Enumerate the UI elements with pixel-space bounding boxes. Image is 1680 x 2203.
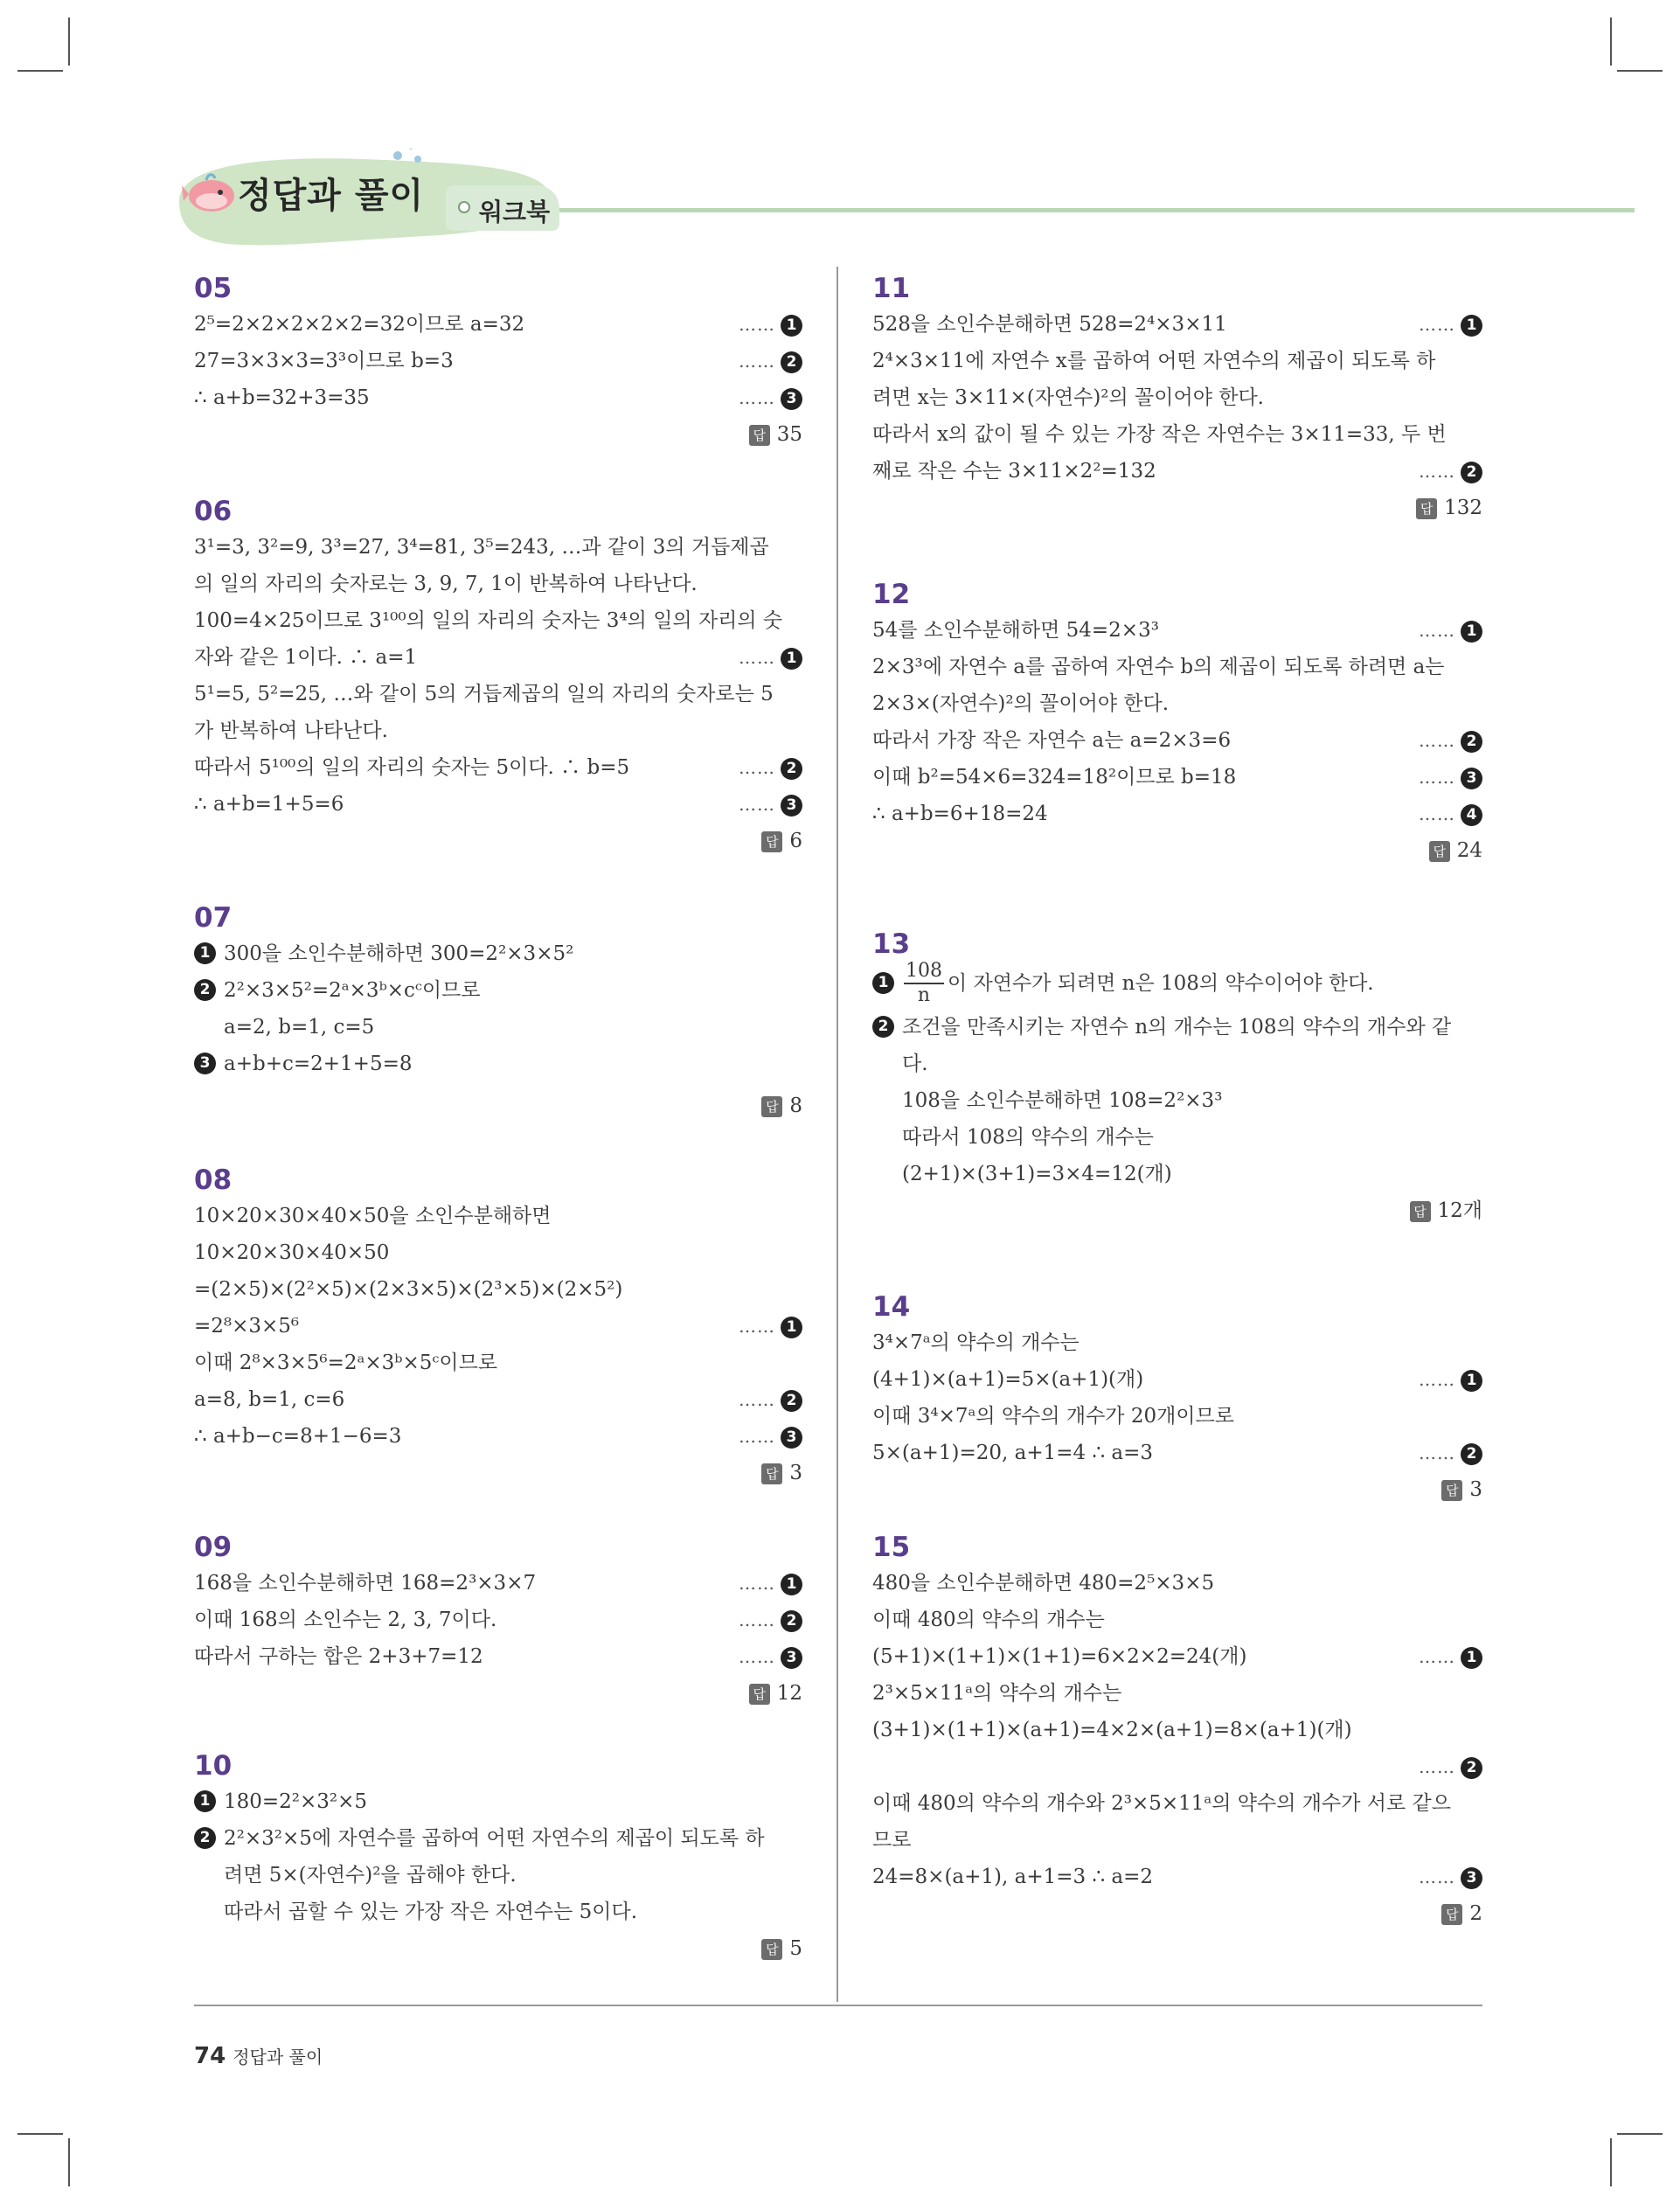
problem-14	[872, 1289, 1482, 1508]
step-marker: …… 1	[739, 1565, 802, 1602]
solution-line: 2 조건을 만족시키는 자연수 n의 개수는 108의 약수의 개수와 같	[872, 1009, 1482, 1046]
solution-line: 따라서 5¹⁰⁰의 일의 자리의 숫자는 5이다. ∴ b=5 …… 2	[194, 749, 802, 786]
answer: 답 132	[872, 490, 1482, 526]
footer-rule	[194, 2005, 1482, 2006]
solution-line: (2+1)×(3+1)=3×4=12(개)	[902, 1163, 1172, 1185]
solution-line	[872, 1748, 1482, 1785]
crop-mark	[1617, 2133, 1663, 2135]
step-marker: …… 1	[739, 639, 802, 676]
column-divider	[837, 267, 838, 2002]
tab-dot-icon	[458, 201, 470, 213]
solution-line: a=8, b=1, c=6 …… 2	[194, 1381, 802, 1418]
solution-line: 이때 3⁴×7ᵃ의 약수의 개수가 20개이므로	[872, 1405, 1234, 1428]
fraction-denominator: n	[917, 984, 931, 1006]
step-marker: 1	[194, 1790, 216, 1812]
problem-10	[194, 1748, 802, 1967]
answer: 답 5	[194, 1930, 802, 1967]
solution-line: 따라서 108의 약수의 개수는	[902, 1126, 1155, 1149]
problem-08	[194, 1163, 802, 1491]
solution-line: 480을 소인수분해하면 480=2⁵×3×5	[872, 1572, 1215, 1595]
page-footer	[194, 2043, 323, 2069]
problem-number: 05	[194, 273, 233, 304]
fraction	[904, 960, 944, 1007]
answer: 답 24	[872, 832, 1482, 869]
problem-09	[194, 1530, 802, 1712]
solution-line: 5×(a+1)=20, a+1=4 ∴ a=3 …… 2	[872, 1435, 1482, 1471]
solution-line: 3⁴×7ᵃ의 약수의 개수는	[872, 1331, 1080, 1354]
answer-badge: 답	[761, 1096, 782, 1117]
answer: 답 8	[194, 1088, 802, 1124]
solution-line: 108을 소인수분해하면 108=2²×3³	[902, 1089, 1223, 1112]
answer: 답 12개	[872, 1192, 1482, 1229]
crop-mark	[17, 2133, 63, 2135]
crop-mark	[1610, 17, 1612, 66]
solution-line: 려면 x는 3×11×(자연수)²의 꼴이어야 한다.	[872, 386, 1264, 409]
step-marker: 2	[872, 1016, 894, 1038]
solution-line: 따라서 곱할 수 있는 가장 작은 자연수는 5이다.	[224, 1901, 638, 1923]
step-marker: …… 3	[739, 379, 802, 416]
answer: 답 3	[194, 1455, 802, 1491]
workbook-label: 워크북	[479, 198, 551, 226]
header-rule	[559, 208, 1635, 212]
step-marker: 1	[194, 942, 216, 964]
problem-number: 06	[194, 496, 233, 527]
solution-line: 려면 5×(자연수)²을 곱해야 한다.	[224, 1864, 517, 1887]
crop-mark	[68, 17, 70, 66]
answer: 답 12	[194, 1675, 802, 1712]
problem-13	[872, 927, 1482, 1229]
solution-line: 5¹=5, 5²=25, …와 같이 5의 거듭제곱의 일의 자리의 숫자로는 5	[194, 683, 774, 705]
solution-line: 의 일의 자리의 숫자로는 3, 9, 7, 1이 반복하여 나타난다.	[194, 573, 698, 595]
step-marker: …… 1	[1419, 1638, 1482, 1675]
answer-badge: 답	[749, 425, 770, 446]
solution-line: 이때 480의 약수의 개수와 2³×5×11ᵃ의 약수의 개수가 서로 같으	[872, 1792, 1451, 1815]
step-marker: 3	[194, 1053, 216, 1074]
step-marker: …… 2	[1419, 1435, 1482, 1471]
solution-line: (5+1)×(1+1)×(1+1)=6×2×2=24(개) …… 1	[872, 1638, 1482, 1675]
step-marker: …… 2	[1419, 1748, 1482, 1785]
problem-number: 08	[194, 1164, 233, 1196]
problem-07	[194, 900, 802, 1124]
solution-line: 27=3×3×3=3³이므로 b=3 …… 2	[194, 343, 802, 379]
solution-line: 2⁴×3×11에 자연수 x를 곱하여 어떤 자연수의 제곱이 되도록 하	[872, 350, 1436, 372]
solution-line: =2⁸×3×5⁶ …… 1	[194, 1308, 802, 1345]
solution-line: 168을 소인수분해하면 168=2³×3×7 …… 1	[194, 1565, 802, 1602]
solution-line: 다.	[902, 1053, 928, 1075]
step-marker: …… 2	[1419, 722, 1482, 759]
problem-number: 15	[872, 1532, 911, 1563]
answer: 답 3	[872, 1471, 1482, 1508]
step-marker: …… 1	[1419, 306, 1482, 343]
solution-line: 10×20×30×40×50	[194, 1241, 390, 1264]
crop-mark	[68, 2138, 70, 2186]
answer-badge: 답	[1416, 498, 1437, 519]
answer: 답 6	[194, 823, 802, 859]
header-title: 정답과 풀이	[238, 176, 425, 216]
answer-badge: 답	[761, 1463, 782, 1484]
solution-line: 이때 b²=54×6=324=18²이므로 b=18 …… 3	[872, 759, 1482, 796]
solution-line: 이때 168의 소인수는 2, 3, 7이다. …… 2	[194, 1602, 802, 1638]
solution-line: 가 반복하여 나타난다.	[194, 719, 388, 742]
page-number: 74	[194, 2043, 226, 2069]
solution-line: 이때 480의 약수의 개수는	[872, 1609, 1105, 1631]
solution-line: 자와 같은 1이다. ∴ a=1 …… 1	[194, 639, 802, 676]
solution-line: 54를 소인수분해하면 54=2×3³ …… 1	[872, 612, 1482, 649]
solution-line: 100=4×25이므로 3¹⁰⁰의 일의 자리의 숫자는 3⁴의 일의 자리의 숫	[194, 609, 783, 632]
problem-number: 14	[872, 1291, 911, 1323]
whale-icon	[182, 170, 243, 222]
answer: 답 35	[194, 416, 802, 453]
fraction-numerator: 108	[904, 960, 944, 984]
problem-11	[872, 271, 1482, 526]
problem-15	[872, 1530, 1482, 1932]
problem-number: 09	[194, 1532, 233, 1563]
crop-mark	[1610, 2138, 1612, 2186]
solution-line: ∴ a+b=6+18=24 …… 4	[872, 796, 1482, 832]
footer-label: 정답과 풀이	[233, 2047, 323, 2067]
solution-line: 2×3³에 자연수 a를 곱하여 자연수 b의 제곱이 되도록 하려면 a는	[872, 656, 1445, 678]
step-marker: …… 2	[739, 1381, 802, 1418]
solution-line: 1 $\frac{108}{n}$ 이 자연수가 되려면 n은 108의 약수이어야 한다.	[872, 965, 1482, 1009]
solution-line: 3 a+b+c=2+1+5=8	[194, 1046, 802, 1082]
crop-mark	[17, 70, 63, 72]
step-marker: …… 3	[739, 1418, 802, 1455]
step-marker: …… 3	[739, 1638, 802, 1675]
step-marker: …… 1	[739, 1308, 802, 1345]
answer-badge: 답	[1410, 1201, 1431, 1222]
solution-line: a=2, b=1, c=5	[224, 1016, 375, 1039]
step-marker: …… 3	[1419, 1859, 1482, 1895]
step-marker: …… 3	[1419, 759, 1482, 796]
answer-badge: 답	[761, 1939, 782, 1960]
solution-line: 3¹=3, 3²=9, 3³=27, 3⁴=81, 3⁵=243, …과 같이 3의 거듭제곱	[194, 536, 769, 559]
answer-badge: 답	[749, 1684, 770, 1705]
answer-badge: 답	[761, 831, 782, 852]
problem-12	[872, 577, 1482, 869]
step-marker: …… 3	[739, 786, 802, 823]
solution-line: 이때 2⁸×3×5⁶=2ᵃ×3ᵇ×5ᶜ이므로	[194, 1352, 498, 1374]
problem-number: 12	[872, 579, 911, 610]
step-marker: …… 1	[1419, 612, 1482, 649]
solution-line: 따라서 x의 값이 될 수 있는 가장 작은 자연수는 3×11=33, 두 번	[872, 423, 1447, 446]
step-marker: 1	[872, 972, 894, 994]
answer-badge: 답	[1429, 841, 1450, 862]
step-marker: 2	[194, 1827, 216, 1849]
solution-line: 528을 소인수분해하면 528=2⁴×3×11 …… 1	[872, 306, 1482, 343]
solution-line: 따라서 가장 작은 자연수 a는 a=2×3=6 …… 2	[872, 722, 1482, 759]
solution-line: 2 2²×3²×5에 자연수를 곱하여 어떤 자연수의 제곱이 되도록 하	[194, 1820, 802, 1857]
step-marker: …… 2	[739, 343, 802, 379]
problem-06	[194, 494, 802, 859]
step-marker: …… 1	[1419, 1361, 1482, 1398]
answer-badge: 답	[1441, 1904, 1462, 1925]
solution-line: ∴ a+b=1+5=6 …… 3	[194, 786, 802, 823]
solution-line: 10×20×30×40×50을 소인수분해하면	[194, 1205, 552, 1227]
solution-line: 므로	[872, 1829, 912, 1852]
problem-number: 07	[194, 902, 233, 934]
solution-line: ∴ a+b=32+3=35 …… 3	[194, 379, 802, 416]
crop-mark	[1617, 70, 1663, 72]
answer-badge: 답	[1441, 1480, 1462, 1501]
solution-line: 째로 작은 수는 3×11×2²=132 …… 2	[872, 453, 1482, 490]
solution-line: 1 180=2²×3²×5	[194, 1783, 802, 1820]
solution-line: 2×3×(자연수)²의 꼴이어야 한다.	[872, 692, 1170, 715]
solution-line: 2³×5×11ᵃ의 약수의 개수는	[872, 1682, 1122, 1705]
solution-line: =(2×5)×(2²×5)×(2×3×5)×(2³×5)×(2×5²)	[194, 1278, 623, 1301]
solution-line: 2 2²×3×5²=2ᵃ×3ᵇ×cᶜ이므로	[194, 972, 802, 1009]
solution-line: 2⁵=2×2×2×2×2=32이므로 a=32 …… 1	[194, 306, 802, 343]
solution-line: (3+1)×(1+1)×(a+1)=4×2×(a+1)=8×(a+1)(개)	[872, 1719, 1352, 1741]
step-marker: 2	[194, 979, 216, 1001]
problem-number: 13	[872, 928, 911, 960]
step-marker: …… 2	[1419, 453, 1482, 490]
solution-line: 1 300을 소인수분해하면 300=2²×3×5²	[194, 935, 802, 972]
step-marker: …… 1	[739, 306, 802, 343]
workbook-tab	[446, 185, 559, 231]
solution-line: ∴ a+b−c=8+1−6=3 …… 3	[194, 1418, 802, 1455]
page-header	[149, 131, 1643, 245]
problem-number: 11	[872, 273, 911, 304]
step-marker: …… 2	[739, 1602, 802, 1638]
problem-05	[194, 271, 802, 453]
problem-number: 10	[194, 1750, 233, 1782]
solution-line: 24=8×(a+1), a+1=3 ∴ a=2 …… 3	[872, 1859, 1482, 1895]
solution-line: 따라서 구하는 합은 2+3+7=12 …… 3	[194, 1638, 802, 1675]
solution-line: (4+1)×(a+1)=5×(a+1)(개) …… 1	[872, 1361, 1482, 1398]
step-marker: …… 4	[1419, 796, 1482, 832]
answer: 답 2	[872, 1895, 1482, 1932]
step-marker: …… 2	[739, 749, 802, 786]
